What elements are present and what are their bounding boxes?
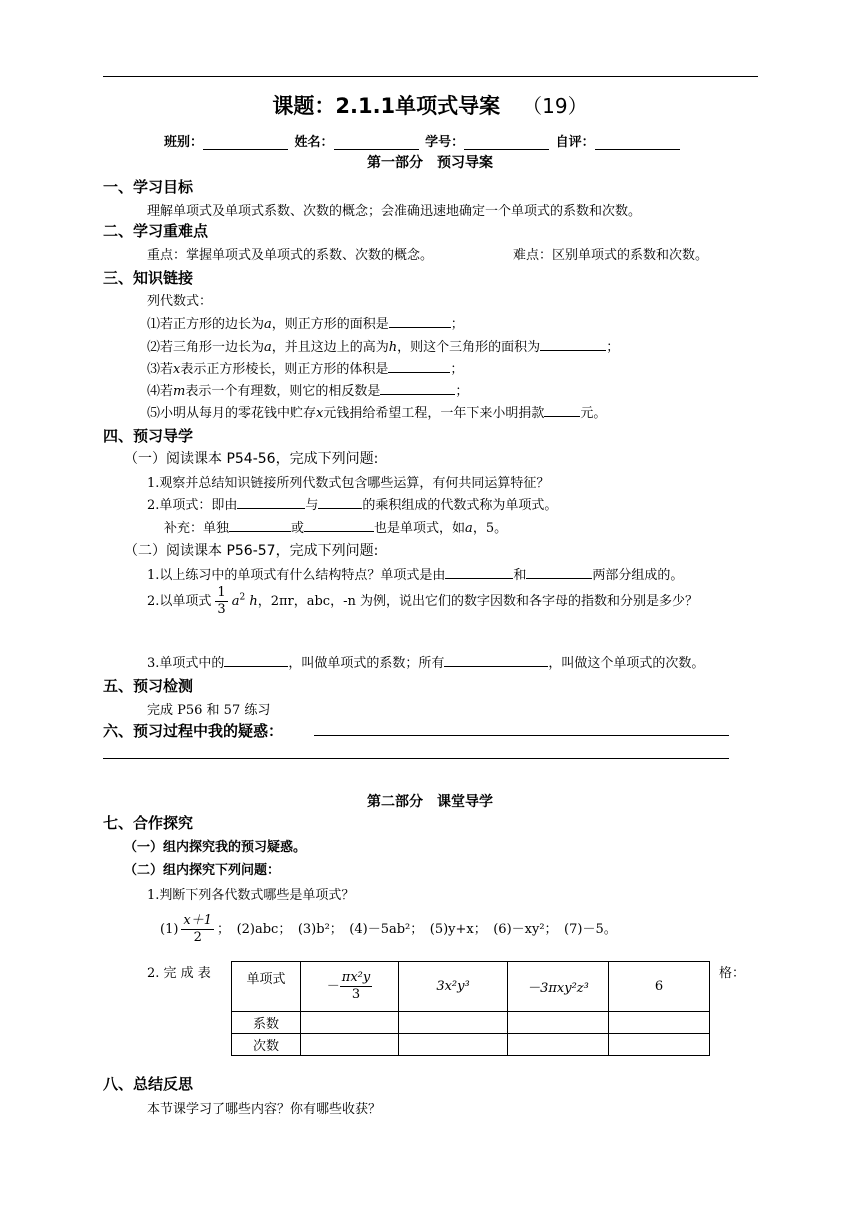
section4-sub1: （一）阅读课本 P54-56，完成下列问题: <box>124 451 379 467</box>
class-blank[interactable] <box>203 135 288 150</box>
j3-blank1[interactable] <box>224 654 288 667</box>
link-q1: ⑴若正方形的边长为a，则正方形的面积是 ； <box>147 317 464 332</box>
section1-text: 理解单项式及单项式系数、次数的概念；会准确迅速地确定一个单项式的系数和次数。 <box>147 204 642 219</box>
part2-title: 第二部分 课堂导学 <box>367 794 493 810</box>
cell-monomial-4: 6 <box>609 962 710 1012</box>
expr1-fraction: $\frac{x+1}{2}$ <box>183 913 213 945</box>
section6-heading: 六、预习过程中我的疑惑： <box>103 722 284 740</box>
row-header-monomial: 单项式 <box>232 962 301 1012</box>
section3-heading: 三、知识链接 <box>103 269 194 287</box>
degree-cell[interactable] <box>609 1034 710 1056</box>
degree-cell[interactable] <box>508 1034 609 1056</box>
q2-blank[interactable] <box>540 338 606 351</box>
cell-monomial-3: －3πxy²z³ <box>508 962 609 1012</box>
one-third-fraction: $\frac{1}{3}$ <box>217 585 226 617</box>
q4-blank[interactable] <box>380 382 455 395</box>
section7-sub2: （二）组内探究下列问题： <box>124 863 281 878</box>
section4-heading: 四、预习导学 <box>103 427 194 445</box>
section3-intro: 列代数式： <box>147 294 213 309</box>
j1-blank1[interactable] <box>445 566 513 579</box>
guide-j2: 2.以单项式 $\frac{1}{3}$ $a^2$ h，2πr，abc，-n 为例，说出它们的数字因数和各字母的指数和分别是多少？ <box>147 585 698 617</box>
page-title: 课题：2.1.1单项式导案 （19） <box>272 94 588 118</box>
cell-monomial-2: 3x²y³ <box>399 962 508 1012</box>
lesson-number: （19） <box>522 94 588 118</box>
monomial-table <box>231 961 710 1056</box>
coefficient-cell[interactable] <box>301 1012 399 1034</box>
row-header-degree: 次数 <box>232 1034 301 1056</box>
problem-1: 1.判断下列各代数式哪些是单项式？ <box>147 888 355 903</box>
link-q3: ⑶若x表示正方形棱长，则正方形的体积是 ； <box>147 362 464 377</box>
guide-i3: 补充：单独 或 也是单项式，如a，5。 <box>164 521 508 536</box>
degree-cell[interactable] <box>399 1034 508 1056</box>
eval-blank[interactable] <box>595 135 680 150</box>
difficult-point: 难点：区别单项式的系数和次数。 <box>513 248 709 263</box>
section1-heading: 一、学习目标 <box>103 178 194 196</box>
section8-text: 本节课学习了哪些内容？你有哪些收获？ <box>147 1102 382 1117</box>
doubt-line-2[interactable] <box>103 758 729 759</box>
guide-j3: 3.单项式中的 ，叫做单项式的系数；所有 ，叫做这个单项式的次数。 <box>147 656 705 671</box>
q5-blank[interactable] <box>544 404 580 417</box>
link-q5: ⑸小明从每月的零花钱中贮存x元钱捐给希望工程，一年下来小明捐款 元。 <box>147 406 607 421</box>
name-blank[interactable] <box>334 135 419 150</box>
key-point: 重点：掌握单项式及单项式的系数、次数的概念。 <box>147 248 434 263</box>
part1-title: 第一部分 预习导案 <box>367 155 493 171</box>
section5-heading: 五、预习检测 <box>103 677 194 695</box>
guide-i1: 1.观察并总结知识链接所列代数式包含哪些运算，有何共同运算特征？ <box>147 476 550 491</box>
link-q4: ⑷若m表示一个有理数，则它的相反数是 ； <box>147 384 469 399</box>
section8-heading: 八、总结反思 <box>103 1075 194 1093</box>
student-info-line: 班别： 姓名： 学号： 自评： <box>164 131 682 150</box>
top-rule <box>103 76 758 77</box>
coefficient-cell[interactable] <box>609 1012 710 1034</box>
row-header-coefficient: 系数 <box>232 1012 301 1034</box>
link-q2: ⑵若三角形一边长为a，并且这边上的高为h，则这个三角形的面积为 ； <box>147 340 620 355</box>
coefficient-cell[interactable] <box>508 1012 609 1034</box>
problem-2-label-end: 格： <box>719 966 746 981</box>
degree-cell[interactable] <box>301 1034 399 1056</box>
q1-blank[interactable] <box>389 315 451 328</box>
section7-heading: 七、合作探究 <box>103 814 194 832</box>
q3-blank[interactable] <box>388 360 450 373</box>
expression-list: (1) $\frac{x+1}{2}$ ； (2)abc； (3)b²； (4)－5ab²； (5)y+x； (6)－xy²； (7)－5。 <box>160 913 617 945</box>
section2-heading: 二、学习重难点 <box>103 222 209 240</box>
guide-i2: 2.单项式：即由 与 的乘积组成的代数式称为单项式。 <box>147 498 558 513</box>
i2-blank2[interactable] <box>318 496 362 509</box>
section5-text: 完成 P56 和 57 练习 <box>147 703 271 718</box>
i2-blank1[interactable] <box>237 496 305 509</box>
problem-2-label: 2. 完 成 表 <box>147 966 211 981</box>
j1-blank2[interactable] <box>526 566 592 579</box>
i3-blank2[interactable] <box>304 519 374 532</box>
section4-sub2: （二）阅读课本 P56-57，完成下列问题: <box>124 543 379 559</box>
id-blank[interactable] <box>464 135 549 150</box>
section7-sub1: （一）组内探究我的预习疑惑。 <box>124 840 307 855</box>
coefficient-cell[interactable] <box>399 1012 508 1034</box>
j3-blank2[interactable] <box>444 654 548 667</box>
i3-blank1[interactable] <box>229 519 291 532</box>
doubt-line-1[interactable] <box>314 735 729 736</box>
guide-j1: 1.以上练习中的单项式有什么结构特点？单项式是由 和 两部分组成的。 <box>147 568 684 583</box>
cell-monomial-1: － $\frac{\text{πx²y}}{3}$ <box>301 962 399 1012</box>
